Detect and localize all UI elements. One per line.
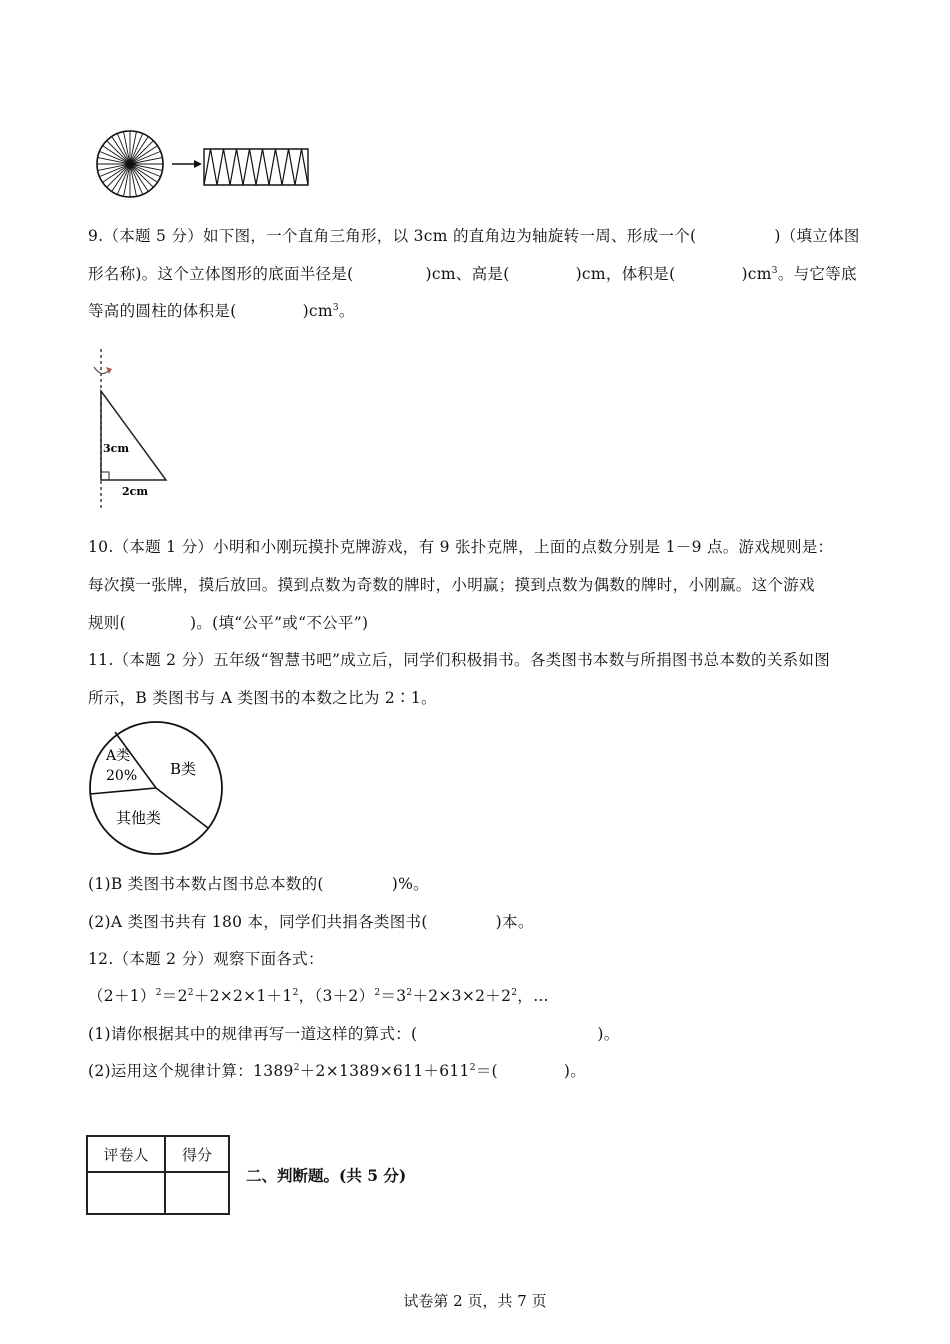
q12-text: (2)运用这个规律计算：1389 (88, 1062, 294, 1080)
q11-sub1 (88, 872, 429, 894)
q12-text: (1)请你根据其中的规律再写一道这样的算式：( (88, 1025, 418, 1043)
formula-part: ＋2×3×2＋2 (412, 987, 512, 1005)
grader-header: 评卷人 (87, 1136, 165, 1172)
superscript: 2 (406, 988, 413, 998)
q12-text: ＋2×1389×611＋611 (299, 1062, 470, 1080)
superscript: 2 (155, 988, 162, 998)
section-title: 二、判断题。(共 5 分) (246, 1166, 407, 1185)
q9-line2 (88, 262, 857, 284)
formula-part: （2＋1） (88, 987, 156, 1005)
score-cell[interactable] (165, 1172, 229, 1214)
formula-part: ＋2×2×1＋1 (193, 987, 293, 1005)
superscript: 2 (292, 988, 299, 998)
q9-text: 9.（本题 5 分）如下图，一个直角三角形，以 3cm 的直角边为轴旋转一周、形成一个( (88, 227, 697, 245)
superscript: 2 (511, 988, 518, 998)
q10-text: )。(填“公平”或“不公平”) (189, 614, 369, 632)
arrow (172, 160, 202, 168)
score-header: 得分 (165, 1136, 229, 1172)
superscript: 2 (374, 988, 381, 998)
superscript: 2 (293, 1063, 300, 1073)
triangle (101, 391, 166, 480)
q9-line1 (88, 224, 860, 246)
pie-label-other: 其他类 (116, 809, 162, 827)
q11-line2: 所示，B 类图书与 A 类图书的本数之比为 2∶1。 (88, 689, 437, 707)
formula-part: ＝3 (380, 987, 407, 1005)
q10-line1: 10.（本题 1 分）小明和小刚玩摸扑克牌游戏，有 9 张扑克牌，上面的点数分别是 1－9 点。游戏规则是： (88, 538, 834, 556)
q10-text: 规则( (88, 614, 126, 632)
q10-line2: 每次摸一张牌，摸后放回。摸到点数为奇数的牌时，小明赢；摸到点数为偶数的牌时，小刚赢。这个游戏 (88, 576, 815, 594)
grader-cell[interactable] (87, 1172, 165, 1214)
pie-label-a: A类 (106, 748, 131, 764)
circle-to-strip-figure (90, 128, 320, 200)
q11-text: )本。 (495, 913, 534, 931)
height-label: 3cm (103, 442, 129, 455)
q11-text: (1)B 类图书本数占图书总本数的( (88, 875, 324, 893)
formula-part: ＝2 (161, 987, 188, 1005)
q11-text: (2)A 类图书共有 180 本，同学们共捐各类图书( (88, 913, 428, 931)
pie-label-b: B类 (170, 760, 197, 778)
zigzag-strip (204, 149, 308, 185)
pie-divider (156, 788, 208, 828)
formula-part: ，… (517, 987, 549, 1005)
q9-text: )cm，体积是( (575, 265, 676, 283)
q9-line3 (88, 299, 355, 321)
q9-text: 。与它等底 (777, 265, 857, 283)
q9-text: )cm (302, 302, 333, 320)
q11-text: )%。 (391, 875, 429, 893)
base-label: 2cm (122, 485, 148, 498)
q9-text: 形名称)。这个立体图形的底面半径是( (88, 265, 354, 283)
pie-chart (86, 718, 226, 858)
q9-text: 。 (338, 302, 355, 320)
sector-circle (97, 131, 163, 197)
page-footer: 试卷第 2 页，共 7 页 (403, 1292, 547, 1310)
q12-text: )。 (563, 1062, 587, 1080)
q10-line3 (88, 611, 368, 633)
right-triangle-figure (80, 345, 190, 515)
superscript: 3 (771, 266, 778, 276)
zigzag-line (204, 149, 308, 185)
q9-text: )（填立体图 (774, 227, 860, 245)
q11-line1: 11.（本题 2 分）五年级“智慧书吧”成立后，同学们积极捐书。各类图书本数与所捐图书总本数的关系如图 (88, 651, 831, 669)
q9-text: )cm (741, 265, 772, 283)
q9-text: 等高的圆柱的体积是( (88, 302, 237, 320)
pie-divider (90, 788, 156, 794)
superscript: 3 (332, 303, 339, 313)
q12-text: )。 (597, 1025, 620, 1043)
q12-sub2 (88, 1059, 586, 1081)
right-angle-mark (101, 472, 109, 480)
q12-line1: 12.（本题 2 分）观察下面各式： (88, 950, 324, 968)
score-table (86, 1135, 230, 1215)
q12-text: ＝( (475, 1062, 498, 1080)
q12-sub1 (88, 1022, 620, 1044)
superscript: 2 (469, 1063, 476, 1073)
q12-formula (88, 984, 549, 1006)
pie-percent-a: 20% (106, 768, 138, 784)
q9-text: )cm、高是( (425, 265, 510, 283)
strip-outline (204, 149, 308, 185)
formula-part: ，（3＋2） (298, 987, 375, 1005)
q11-sub2 (88, 910, 534, 932)
superscript: 2 (187, 988, 194, 998)
rotation-arrowhead (106, 367, 112, 374)
